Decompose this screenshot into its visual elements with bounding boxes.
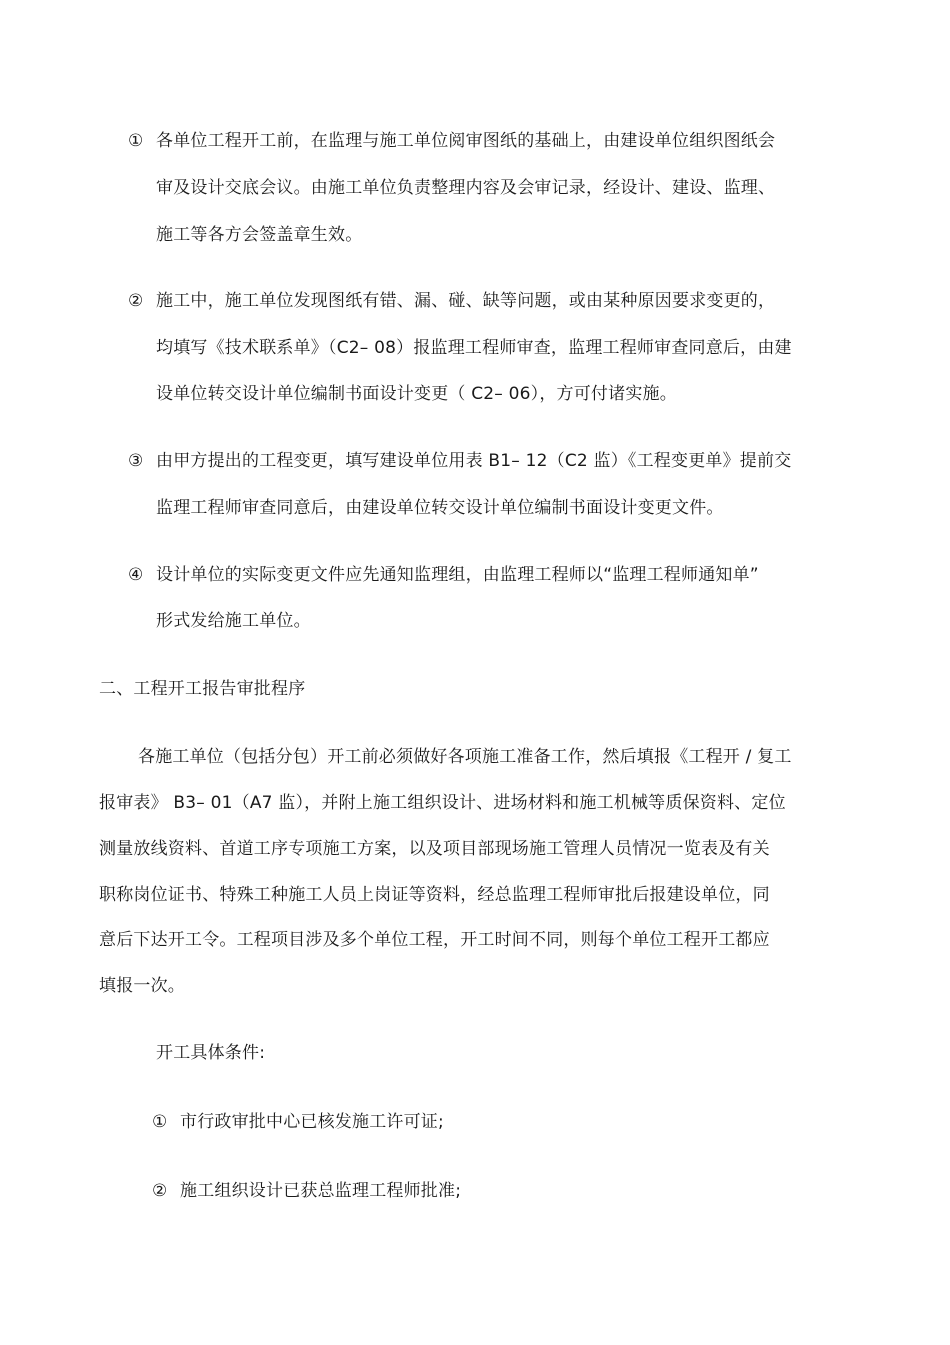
item-4-line-1 xyxy=(128,564,759,586)
condition-2 xyxy=(152,1180,461,1202)
item-1-line-3: 施工等各方会签盖章生效。 xyxy=(156,225,363,245)
item-2-line-2: 均填写《技术联系单》（C2– 08）报监理工程师审查，监理工程师审查同意后，由建 xyxy=(156,338,792,358)
paragraph-line-6: 填报一次。 xyxy=(99,976,185,996)
item-2-line-3: 设单位转交设计单位编制书面设计变更（ C2– 06），方可付诸实施。 xyxy=(156,384,677,404)
item-2-text-1: 施工中，施工单位发现图纸有错、漏、碰、缺等问题，或由某种原因要求变更的， xyxy=(156,291,776,311)
condition-1 xyxy=(152,1111,444,1133)
item-4-marker: ④ xyxy=(128,565,144,585)
paragraph-line-3: 测量放线资料、首道工序专项施工方案，以及项目部现场施工管理人员情况一览表及有关 xyxy=(99,839,770,859)
condition-2-marker: ② xyxy=(152,1181,168,1201)
item-3-marker: ③ xyxy=(128,451,144,471)
condition-1-text: 市行政审批中心已核发施工许可证; xyxy=(180,1112,444,1132)
item-2-line-1 xyxy=(128,290,775,312)
item-1-marker: ① xyxy=(128,131,144,151)
paragraph-line-2: 报审表》 B3– 01（A7 监），并附上施工组织设计、进场材料和施工机械等质保资料、定位 xyxy=(99,793,786,813)
item-1-line-2: 审及设计交底会议。由施工单位负责整理内容及会审记录，经设计、建设、监理、 xyxy=(156,178,776,198)
item-1-line-1 xyxy=(128,130,775,152)
condition-2-text: 施工组织设计已获总监理工程师批准; xyxy=(180,1181,462,1201)
conditions-heading: 开工具体条件: xyxy=(156,1043,266,1063)
item-4-text-1: 设计单位的实际变更文件应先通知监理组，由监理工程师以“监理工程师通知单” xyxy=(156,565,759,585)
item-3-line-2: 监理工程师审查同意后，由建设单位转交设计单位编制书面设计变更文件。 xyxy=(156,498,724,518)
condition-1-marker: ① xyxy=(152,1112,168,1132)
item-4-line-2: 形式发给施工单位。 xyxy=(156,611,311,631)
item-2-marker: ② xyxy=(128,291,144,311)
section-heading: 二、工程开工报告审批程序 xyxy=(99,679,306,699)
item-1-text-1: 各单位工程开工前，在监理与施工单位阅审图纸的基础上，由建设单位组织图纸会 xyxy=(156,131,776,151)
paragraph-line-1: 各施工单位（包括分包）开工前必须做好各项施工准备工作，然后填报《工程开 / 复工 xyxy=(138,747,792,767)
paragraph-line-4: 职称岗位证书、特殊工种施工人员上岗证等资料，经总监理工程师审批后报建设单位，同 xyxy=(99,885,770,905)
item-3-line-1 xyxy=(128,450,791,472)
paragraph-line-5: 意后下达开工令。工程项目涉及多个单位工程，开工时间不同，则每个单位工程开工都应 xyxy=(99,930,770,950)
item-3-text-1: 由甲方提出的工程变更，填写建设单位用表 B1– 12（C2 监）《工程变更单》提前交 xyxy=(156,451,792,471)
